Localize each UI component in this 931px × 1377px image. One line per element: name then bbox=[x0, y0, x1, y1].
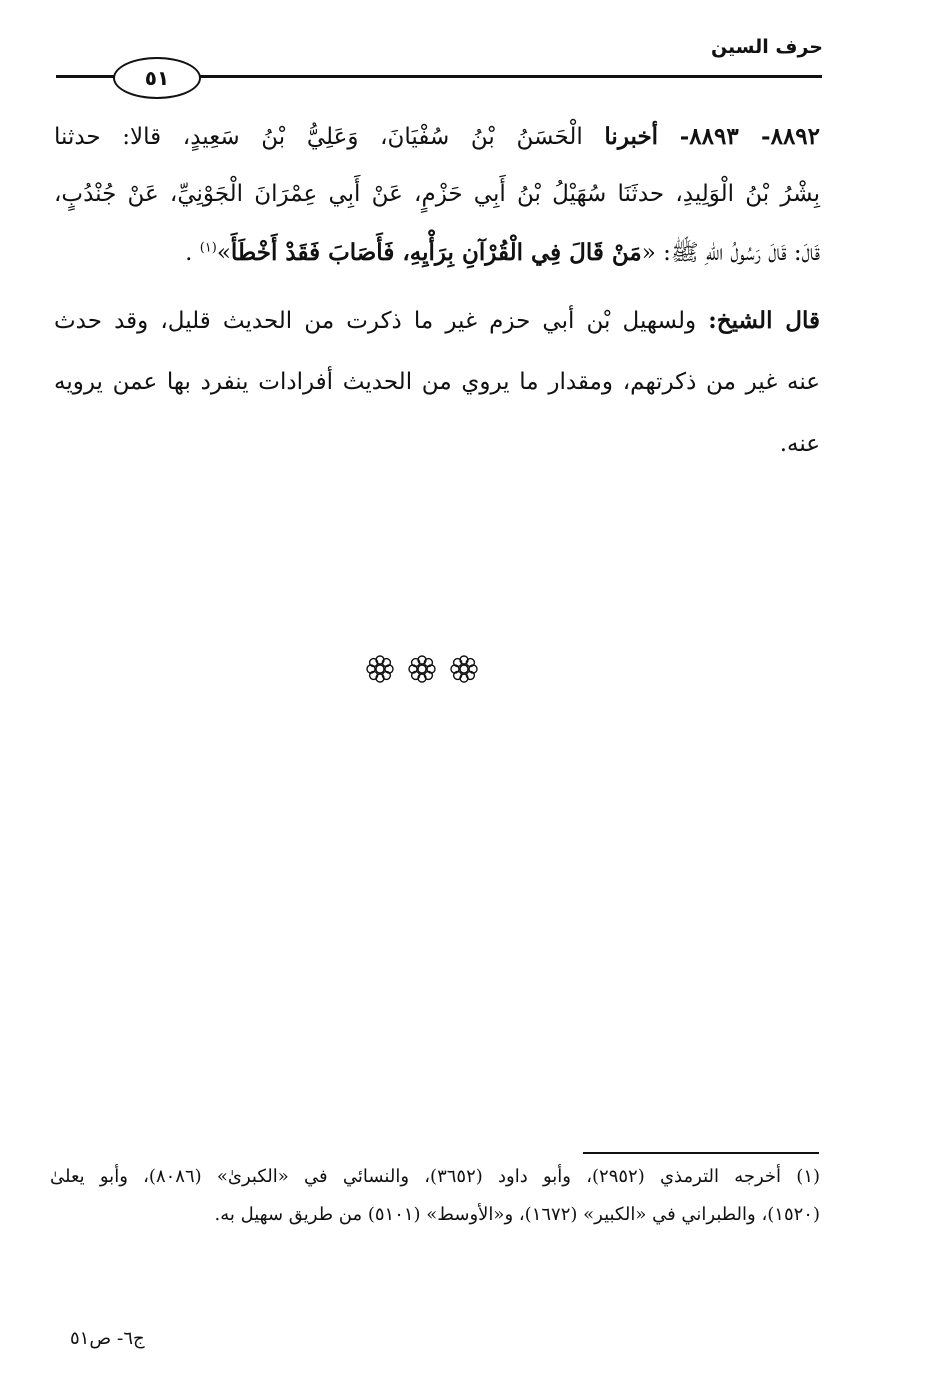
narration-lead: أخبرنا bbox=[604, 123, 659, 150]
floral-rosette-icon bbox=[405, 652, 439, 686]
comment-line-1 bbox=[54, 309, 820, 371]
floral-rosette-icon bbox=[447, 652, 481, 686]
sheikh-label: قال الشيخ: bbox=[708, 307, 820, 334]
sentence-end: . bbox=[185, 240, 193, 266]
comment-text: ولسهيل بْن أبي حزم غير ما ذكرت من الحديث قليل، وقد حدث bbox=[54, 308, 697, 334]
comment-line-2 bbox=[54, 371, 820, 433]
page-number-oval bbox=[113, 57, 201, 99]
footnote-marker: (١) bbox=[199, 240, 217, 256]
sheikh-comment-paragraph bbox=[54, 309, 820, 495]
section-title: حرف السين bbox=[710, 36, 823, 58]
quote-close: » bbox=[216, 240, 231, 266]
section-divider-ornaments bbox=[363, 652, 483, 688]
footnote-line: (١) أخرجه الترمذي (٢٩٥٢)، وأبو داود (٣٦٥٢)، والنسائي في «الكبرىٰ» (٨٠٨٦)، وأبو يعلىٰ bbox=[50, 1166, 821, 1187]
hadith-line-3 bbox=[54, 241, 820, 299]
comment-line-3 bbox=[54, 433, 820, 495]
main-text bbox=[54, 125, 820, 495]
hadith-matn: مَنْ قَالَ فِي الْقُرْآنِ بِرَأْيِهِ، فَأَصَابَ فَقَدْ أَخْطَأَ bbox=[230, 239, 642, 266]
footnotes bbox=[50, 1168, 820, 1244]
page-number: ٥١ bbox=[144, 66, 170, 90]
volume-page-reference: ج٦- ص٥١ bbox=[70, 1328, 145, 1349]
hadith-line-1 bbox=[54, 125, 820, 183]
floral-rosette-icon bbox=[363, 652, 397, 686]
hadith-paragraph bbox=[54, 125, 820, 299]
isnad-text: بِشْرُ بْنُ الْوَلِيدِ، حدثَنَا سُهَيْلُ بْنُ أَبِي حَزْمٍ، عَنْ أَبِي عِمْرَانَ الْجَوْنِيِّ، عَنْ جُنْدُبٍ، bbox=[54, 181, 820, 207]
hadith-number: ٨٨٩٢- ٨٨٩٣- bbox=[679, 123, 821, 150]
isnad-text: الْحَسَنُ بْنُ سُفْيَانَ، وَعَلِيُّ بْنُ سَعِيدٍ، قالا: حدثنا bbox=[54, 124, 583, 150]
comment-text: عنه. bbox=[779, 431, 820, 457]
comment-text: عنه غير من ذكرتهم، ومقدار ما يروي من الحديث أفرادات ينفرد بها عمن يرويه bbox=[54, 369, 821, 395]
hadith-line-2 bbox=[54, 183, 820, 241]
footnote-line: (١٥٢٠)، والطبراني في «الكبير» (١٦٧٢)، و«الأوسط» (٥١٠١) من طريق سهيل به. bbox=[214, 1204, 820, 1225]
isnad-text: قَالَ: قَالَ رَسُولُ اللهِ ﷺ: « bbox=[641, 240, 820, 266]
footnote-separator bbox=[583, 1152, 819, 1154]
